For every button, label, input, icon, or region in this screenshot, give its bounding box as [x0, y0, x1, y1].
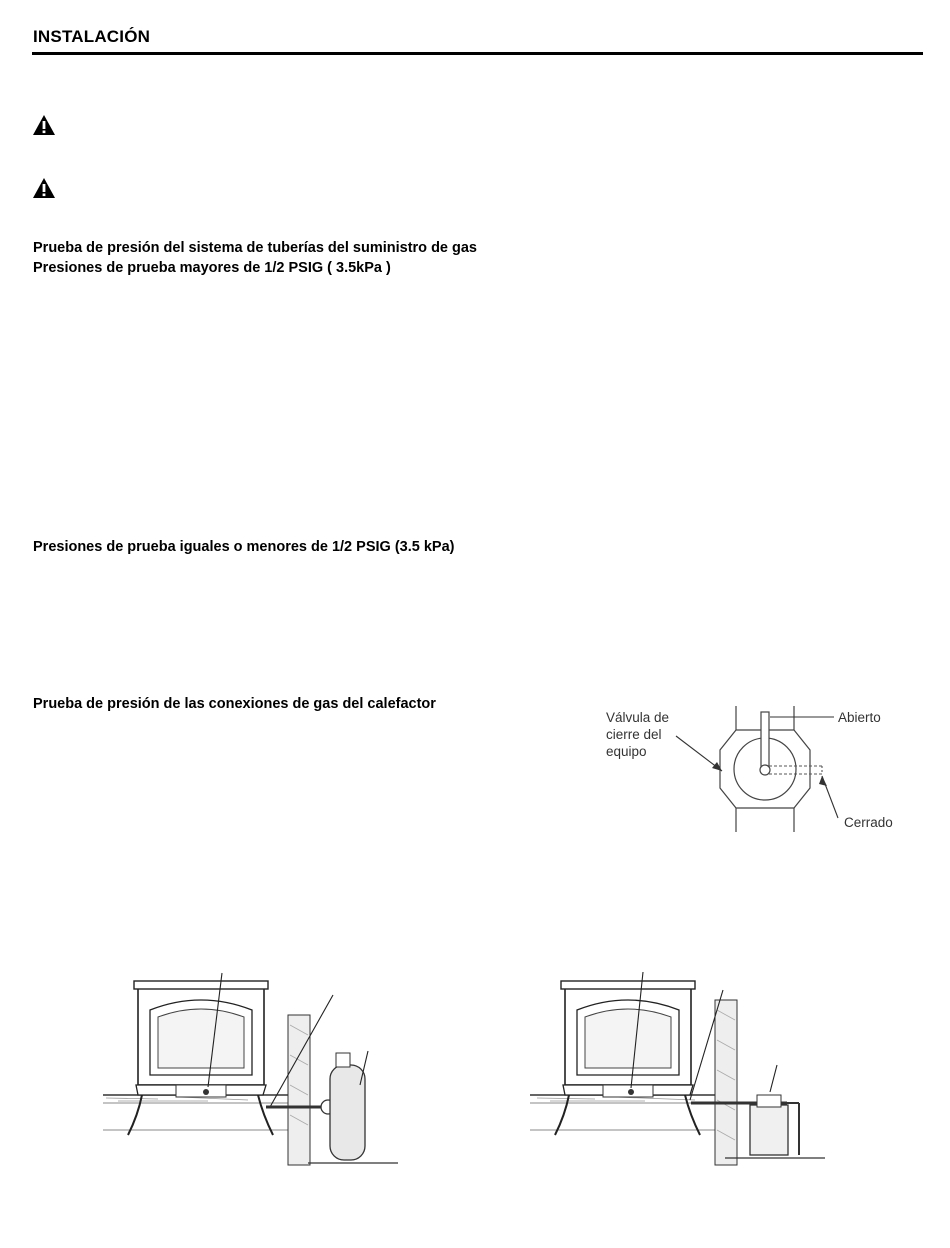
- warning-triangle-icon: [32, 177, 56, 199]
- heater-connections-heading: Prueba de presión de las conexiones de gas del calefactor: [33, 696, 436, 712]
- warning-triangle-icon: [32, 114, 56, 136]
- valve-label-line1: Válvula de: [606, 710, 670, 725]
- below-half-psig-heading: Presiones de prueba iguales o menores de 1/2 PSIG (3.5 kPa): [33, 539, 455, 555]
- valve-label-line3: equipo: [606, 744, 647, 759]
- header-divider: [32, 52, 923, 55]
- valve-closed-label: Cerrado: [844, 815, 893, 830]
- valve-open-label: Abierto: [838, 710, 881, 725]
- shutoff-valve-diagram: [600, 700, 910, 840]
- stove-lp-tank-illustration: [98, 935, 418, 1180]
- supply-test-heading: Prueba de presión del sistema de tuberías del suministro de gas: [33, 240, 477, 256]
- page-title: INSTALACIÓN: [33, 27, 151, 46]
- above-half-psig-heading: Presiones de prueba mayores de 1/2 PSIG ( 3.5kPa ): [33, 260, 391, 276]
- valve-label-line2: cierre del: [606, 727, 662, 742]
- stove-meter-illustration: [525, 940, 855, 1175]
